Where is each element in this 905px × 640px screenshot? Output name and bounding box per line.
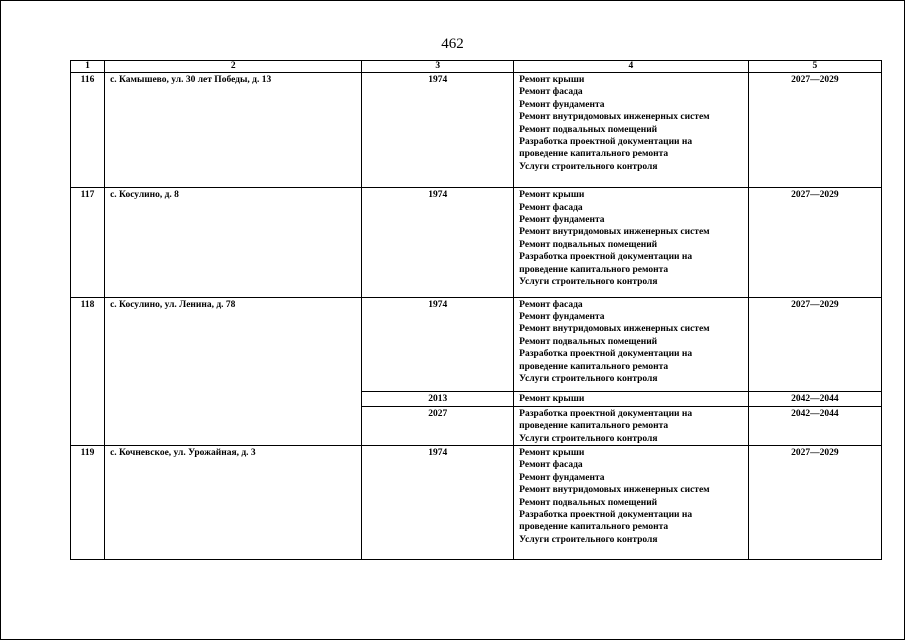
work-item: Ремонт фундамента	[519, 215, 605, 226]
period-cell: 2042—2044	[748, 406, 881, 445]
work-item: Ремонт внутридомовых инженерных систем	[519, 324, 710, 335]
year-cell: 2027	[362, 406, 514, 445]
year-cell: 1974	[362, 73, 514, 188]
page-number: 462	[441, 36, 464, 52]
work-item: Ремонт подвальных помещений	[519, 239, 658, 250]
work-item: проведение капитального ремонта	[519, 149, 669, 160]
work-item: Ремонт фасада	[519, 87, 583, 98]
table-row	[71, 297, 882, 392]
work-item: Ремонт крыши	[519, 190, 585, 201]
work-item: Разработка проектной документации на	[519, 510, 693, 520]
works-cell	[514, 297, 749, 392]
year-cell: 1974	[362, 188, 514, 297]
work-item: проведение капитального ремонта	[519, 264, 669, 275]
work-item: Ремонт фундамента	[519, 99, 605, 110]
work-item: Ремонт фундамента	[519, 311, 605, 322]
work-item: Ремонт фасада	[519, 202, 583, 213]
works-cell	[514, 73, 749, 188]
period-cell: 2027—2029	[748, 445, 881, 559]
work-item: Ремонт крыши	[519, 447, 585, 458]
row-number: 116	[71, 73, 105, 188]
column-header-4: 4	[514, 61, 749, 73]
work-item: Услуги строительного контроля	[519, 534, 658, 545]
work-item: Ремонт внутридомовых инженерных систем	[519, 485, 710, 496]
work-item: Ремонт фасада	[519, 299, 583, 310]
table-row	[71, 73, 882, 188]
column-header-2: 2	[105, 61, 362, 73]
column-header-5: 5	[748, 61, 881, 73]
work-item: Услуги строительного контроля	[519, 277, 658, 288]
period-cell: 2042—2044	[748, 392, 881, 406]
work-item: Услуги строительного контроля	[519, 161, 658, 172]
period-cell: 2027—2029	[748, 297, 881, 392]
column-header-1: 1	[71, 61, 105, 73]
work-item: Ремонт подвальных помещений	[519, 124, 658, 135]
year-cell: 1974	[362, 445, 514, 559]
column-header-3: 3	[362, 61, 514, 73]
work-item: Ремонт подвальных помещений	[519, 497, 658, 508]
table-header	[71, 61, 882, 73]
row-number: 118	[71, 297, 105, 445]
work-item: проведение капитального ремонта	[519, 361, 669, 372]
work-item: Разработка проектной документации на	[519, 137, 693, 148]
works-cell	[514, 406, 749, 445]
header-row	[71, 61, 882, 73]
year-cell: 2013	[362, 392, 514, 406]
work-item: проведение капитального ремонта	[519, 522, 669, 533]
work-item: проведение капитального ремонта	[519, 421, 669, 432]
work-item: Ремонт подвальных помещений	[519, 336, 658, 347]
works-cell	[514, 188, 749, 297]
work-item: Разработка проектной документации на	[519, 408, 693, 419]
row-number: 119	[71, 445, 105, 559]
work-item: Разработка проектной документации на	[519, 252, 693, 263]
work-item: Услуги строительного контроля	[519, 373, 658, 384]
period-cell: 2027—2029	[748, 73, 881, 188]
works-cell	[514, 392, 749, 406]
address-cell: с. Косулино, ул. Ленина, д. 78	[105, 297, 362, 445]
row-number: 117	[71, 188, 105, 297]
work-item: Разработка проектной документации на	[519, 349, 693, 360]
address-cell: с. Камышево, ул. 30 лет Победы, д. 13	[105, 73, 362, 188]
address-cell: с. Косулино, д. 8	[105, 188, 362, 297]
period-cell: 2027—2029	[748, 188, 881, 297]
work-item: Ремонт внутридомовых инженерных систем	[519, 227, 710, 238]
year-cell: 1974	[362, 297, 514, 392]
table-body	[71, 73, 882, 560]
work-item: Ремонт крыши	[519, 394, 585, 405]
table-row	[71, 188, 882, 297]
work-item: Услуги строительного контроля	[519, 433, 658, 444]
work-item: Ремонт фундамента	[519, 472, 605, 483]
work-item: Ремонт внутридомовых инженерных систем	[519, 112, 710, 123]
address-cell: с. Кочневское, ул. Урожайная, д. 3	[105, 445, 362, 559]
work-item: Ремонт фасада	[519, 460, 583, 471]
work-item: Ремонт крыши	[519, 75, 585, 85]
repair-schedule-table	[70, 60, 882, 560]
table-row	[71, 445, 882, 559]
works-cell	[514, 445, 749, 559]
